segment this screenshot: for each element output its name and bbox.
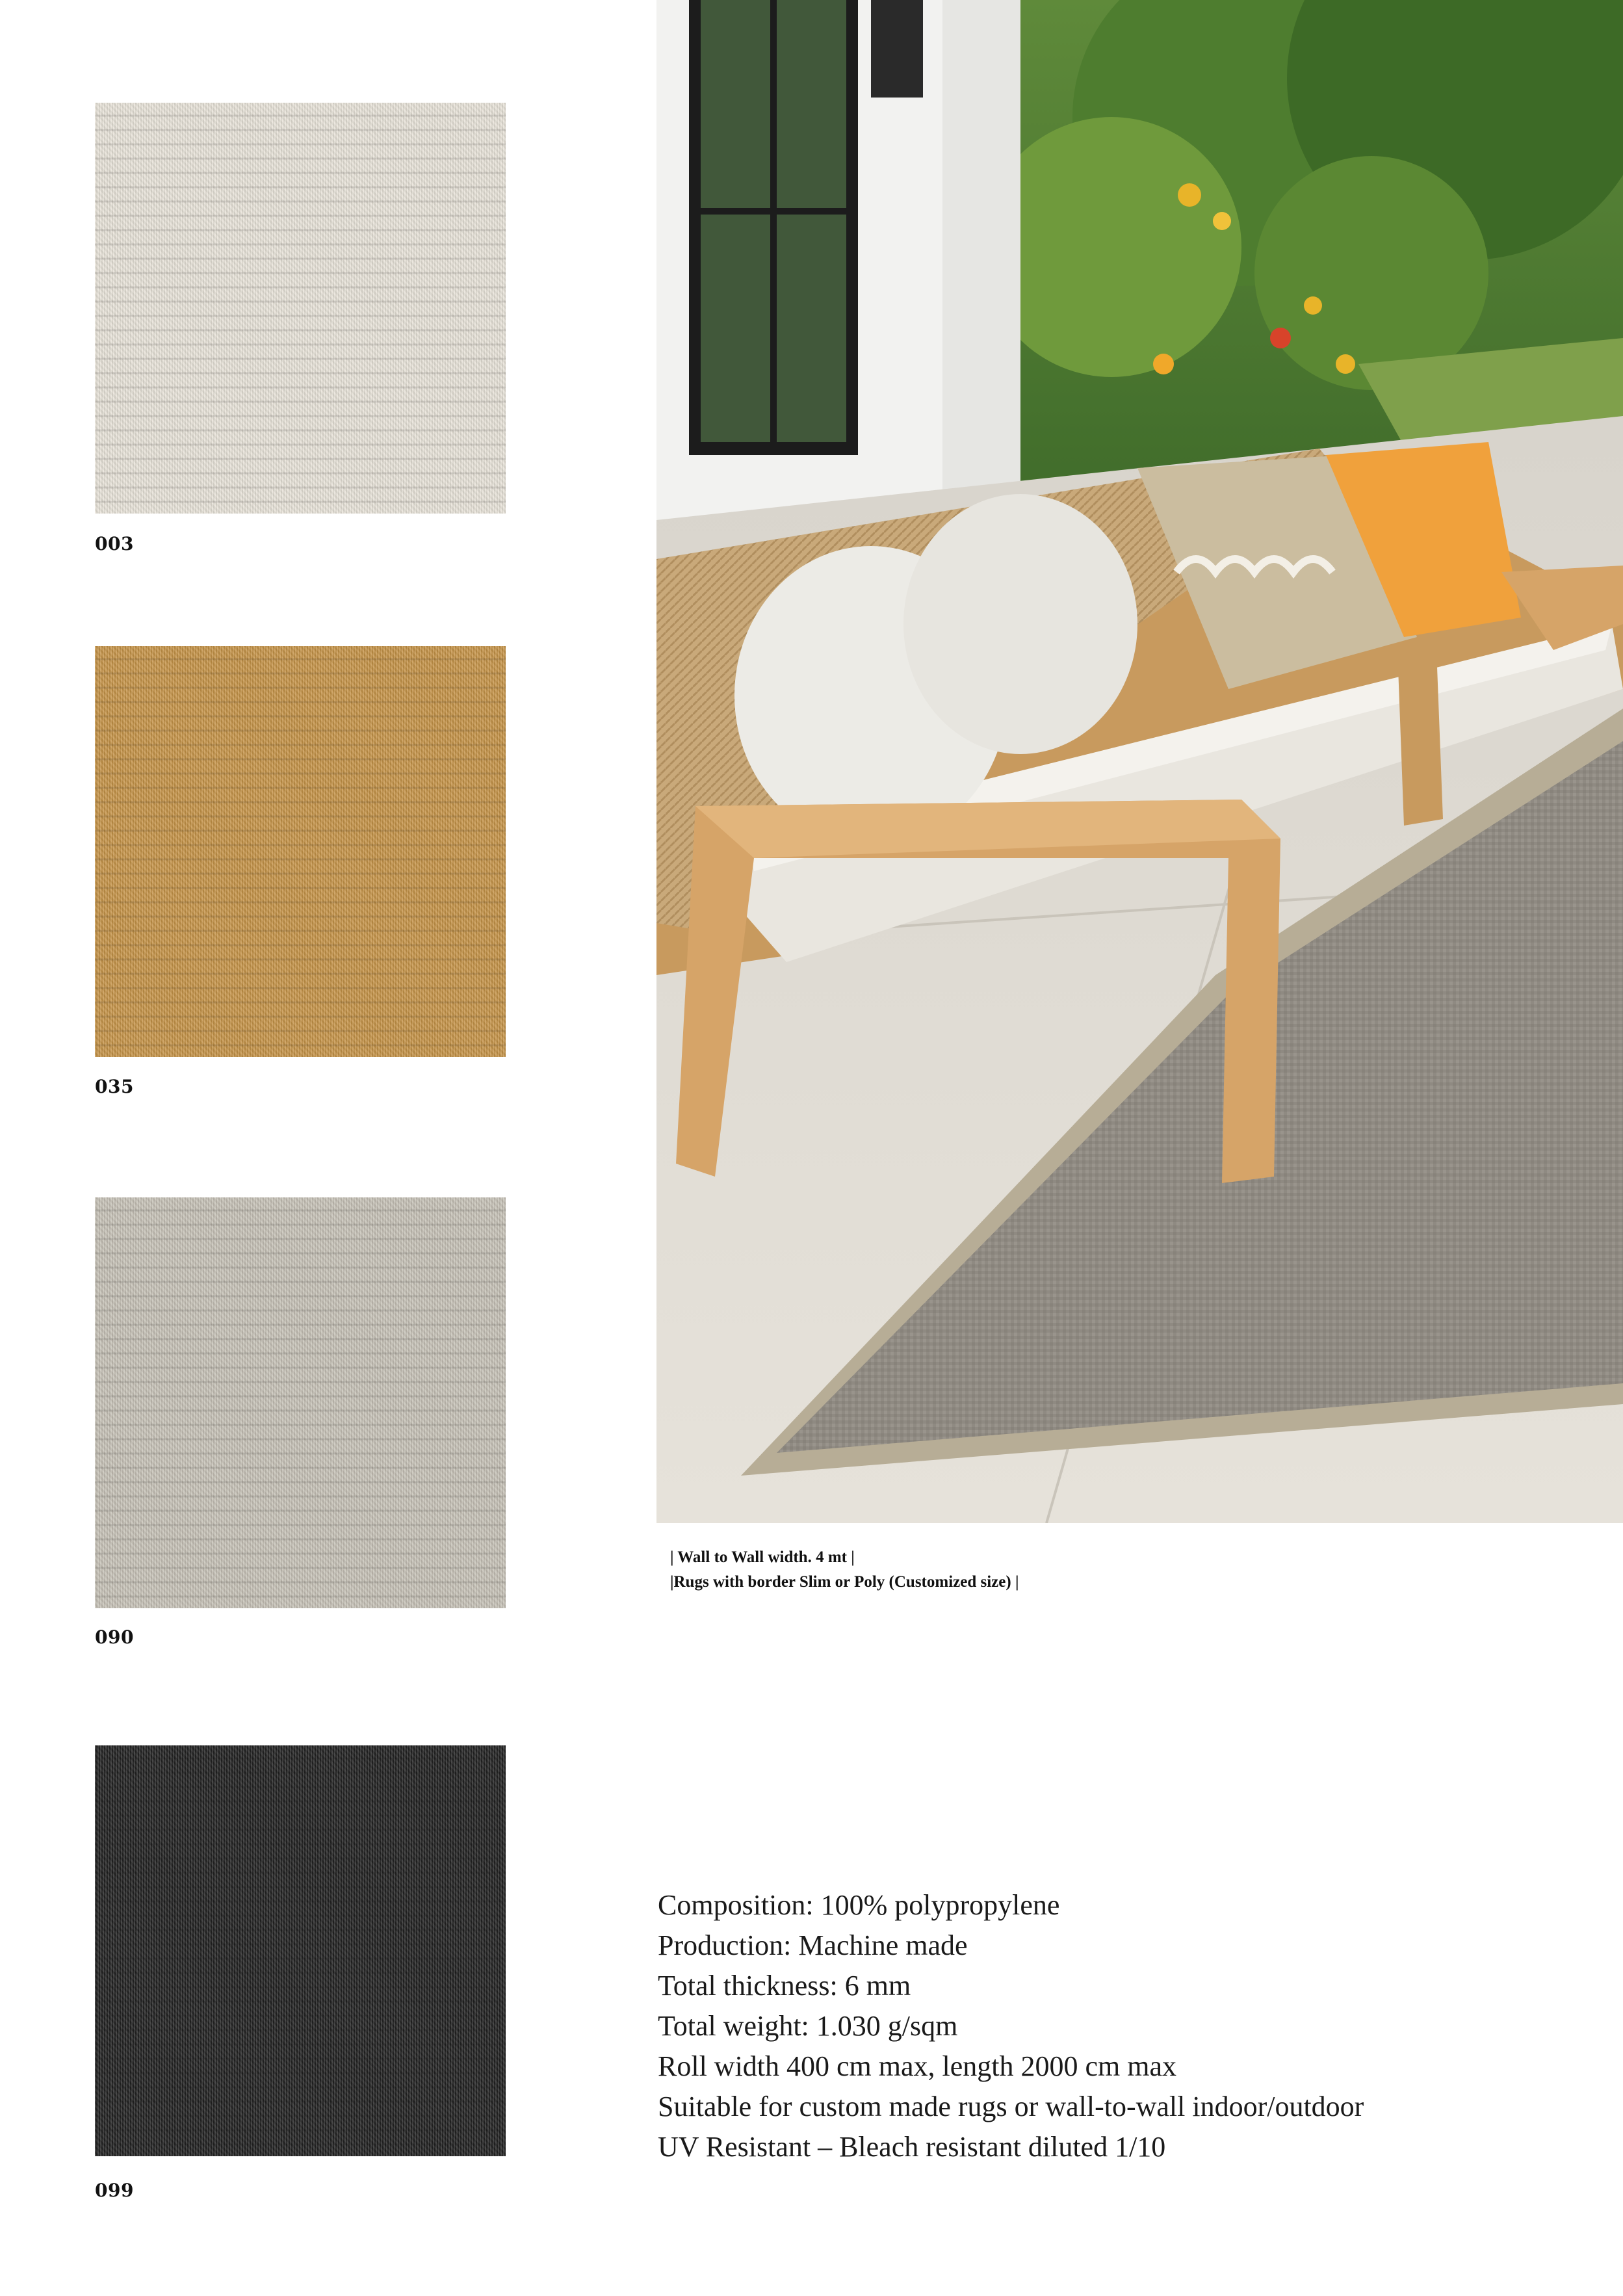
swatch-code-090: 090 [95,1626,134,1648]
spec-weight: Total weight: 1.030 g/sqm [658,2010,958,2042]
patio-sofa-illustration [656,0,1623,1523]
swatch-code-099: 099 [95,2180,134,2201]
caption-rugs-border: |Rugs with border Slim or Poly (Customized size) | [670,1573,1019,1591]
swatch-texture [95,103,506,514]
swatch-texture [95,1197,506,1608]
swatch-code-035: 035 [95,1076,134,1097]
swatch-row-lines [95,103,506,514]
swatch-row-lines [95,1197,506,1608]
swatch-003 [95,103,506,514]
product-photo [656,0,1623,1523]
swatch-row-lines [95,646,506,1057]
swatch-090 [95,1197,506,1608]
spec-composition: Composition: 100% polypropylene [658,1889,1060,1921]
spec-list [658,1885,1364,2167]
spec-resistance: UV Resistant – Bleach resistant diluted 1/10 [658,2131,1166,2163]
spec-roll-width: Roll width 400 cm max, length 2000 cm max [658,2050,1177,2082]
spec-usage: Suitable for custom made rugs or wall-to-wall indoor/outdoor [658,2091,1364,2122]
swatch-texture [95,646,506,1057]
spec-production: Production: Machine made [658,1929,968,1961]
swatch-035 [95,646,506,1057]
swatch-099 [95,1745,506,2156]
swatch-code-003: 003 [95,533,134,554]
spec-thickness: Total thickness: 6 mm [658,1970,911,2002]
swatch-texture [95,1745,506,2156]
caption-wall-to-wall: | Wall to Wall width. 4 mt | [670,1548,855,1566]
swatch-row-lines [95,1745,506,2156]
